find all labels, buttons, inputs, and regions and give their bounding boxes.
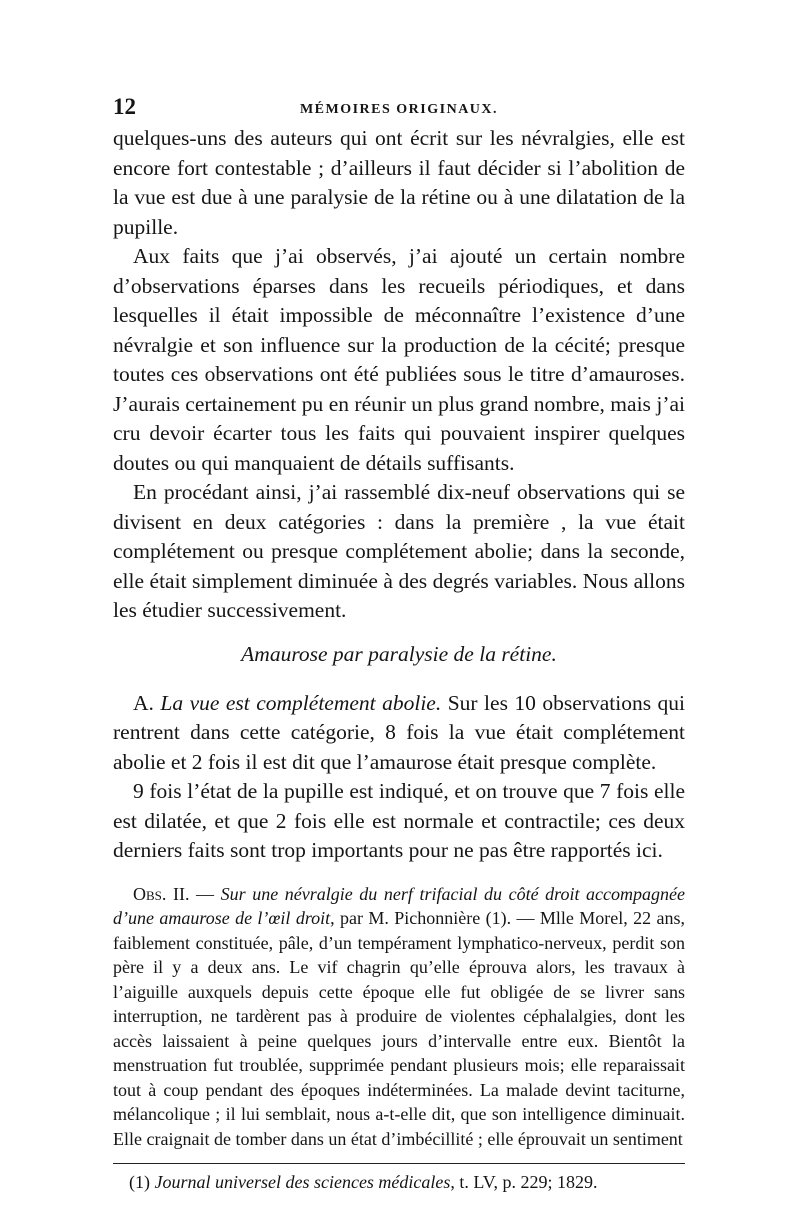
- paragraph-3: En procédant ainsi, j’ai rassemblé dix-neuf observations qui se divisent en deux catégories : dans la première , la vue était complétement ou presque complétement abolie; dans la seconde, elle était simplement diminuée à des degrés variables. Nous allons les étudier successivement.: [113, 480, 685, 622]
- paragraph-2: Aux faits que j’ai observés, j’ai ajouté un certain nombre d’observations éparses dans les recueils périodiques, et dans lesquelles il était impossible de méconnaître l’existence d’une névralgie et son influence sur la production de la cécité; presque toutes ces observations ont été publiées sous le titre d’amauroses. J’aurais certainement pu en réunir un plus grand nombre, mais j’ai cru devoir écarter tous les faits qui pouvaient inspirer quelques doutes ou qui manquaient de détails suffisants.: [113, 244, 685, 475]
- running-head: [113, 92, 685, 124]
- running-title: MÉMOIRES ORIGINAUX.: [299, 102, 499, 117]
- paragraph-4: [113, 689, 685, 778]
- paragraph-1: quelques-uns des auteurs qui ont écrit sur les névralgies, elle est encore fort contestable ; d’ailleurs il faut décider si l’abolition de la vue est due à une paralysie de la rétine ou à une dilatation de la pupille.: [113, 126, 685, 239]
- footnote-rule: [113, 1163, 685, 1164]
- observation-title: Sur une névralgie du nerf trifacial du côté droit accompagnée d’une amaurose de l’œil droit: [113, 883, 686, 928]
- paragraph-4-lead-italic: La vue est complétement abolie.: [160, 690, 442, 715]
- observation-dash: —: [189, 883, 221, 904]
- observation-label: Obs. II.: [133, 883, 190, 904]
- paragraph-4-lead: A.: [133, 690, 161, 715]
- observation-block: [113, 882, 685, 1152]
- footnote-citation: , t. LV, p. 229; 1829.: [450, 1172, 598, 1192]
- observation-text: , par M. Pichonnière (1). — Mlle Morel, 22 ans, faiblement constituée, pâle, d’un tempérament lymphatico-nerveux, perdit son père il y a deux ans. Le vif chagrin qu’elle éprouva alors, les travaux à l’aiguille auxquels depuis cette époque elle fut obligée de se livrer sans interruption, ne tardèrent pas à produire de violentes céphalalgies, dont les accès laissaient à peine quelques jours d’intervalle entre eux. Bientôt la menstruation fut troublée, supprimée pendant plusieurs mois; elle reparaissait tout à coup pendant des époques indéterminées. La malade devint taciturne, mélancolique ; il lui semblait, nous a-t-elle dit, que son intelligence diminuait. Elle craignait de tomber dans un état d’imbécillité ; elle éprouvait un sentiment: [113, 908, 685, 1149]
- footnote-journal: Journal universel des sciences médicales: [154, 1172, 451, 1192]
- paragraph-4-rest: Sur les 10 observations qui rentrent dans cette catégorie, 8 fois la vue était complétement abolie et 2 fois il est dit que l’amaurose était presque complète.: [113, 690, 686, 774]
- footnote-marker: (1): [129, 1172, 150, 1192]
- footnote: [113, 1170, 685, 1194]
- page-number: 12: [113, 94, 136, 119]
- paragraph-5: 9 fois l’état de la pupille est indiqué, et on trouve que 7 fois elle est dilatée, et que 2 fois elle est normale et contractile; ces deux derniers faits sont trop importants pour ne pas être rapportés ici.: [113, 779, 685, 862]
- page: [113, 92, 685, 1194]
- section-subheading: Amaurose par paralysie de la rétine.: [241, 641, 557, 666]
